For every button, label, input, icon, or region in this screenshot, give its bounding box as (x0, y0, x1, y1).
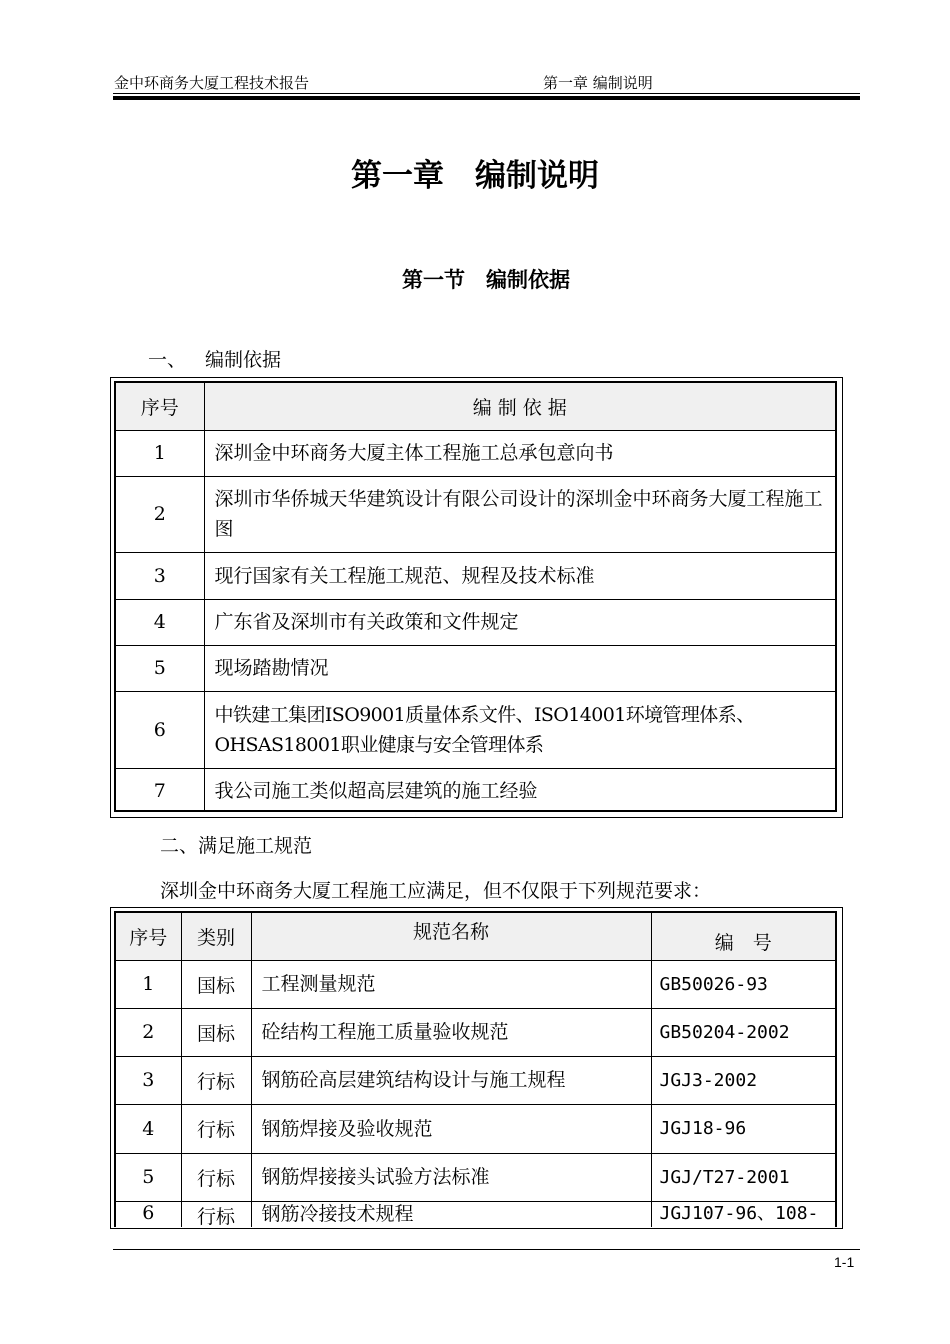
standards-table (114, 911, 837, 1227)
row-code: GB50204-2002 (651, 1008, 835, 1056)
chapter-title: 第一章 编制说明 (351, 158, 599, 194)
table-row (116, 1201, 835, 1227)
row-name: 工程测量规范 (251, 960, 651, 1008)
row-name: 砼结构工程施工质量验收规范 (251, 1008, 651, 1056)
col-header-no: 序号 (116, 913, 181, 960)
table-row (116, 1104, 835, 1153)
footer-rule (113, 1249, 860, 1250)
part1-heading (148, 345, 281, 372)
row-no: 5 (116, 1153, 181, 1201)
page-number: 1-1 (834, 1254, 855, 1270)
row-type: 行标 (181, 1201, 251, 1227)
row-name: 钢筋砼高层建筑结构设计与施工规程 (251, 1056, 651, 1104)
part2-intro: 深圳金中环商务大厦工程施工应满足，但不仅限于下列规范要求： (160, 880, 712, 902)
row-no: 1 (116, 960, 181, 1008)
row-no: 7 (116, 768, 204, 812)
row-type: 行标 (181, 1153, 251, 1201)
row-code: JGJ3-2002 (651, 1056, 835, 1104)
row-no: 4 (116, 599, 204, 645)
row-name: 钢筋焊接及验收规范 (251, 1104, 651, 1153)
table-row (116, 552, 835, 599)
row-no: 3 (116, 552, 204, 599)
row-text: 现场踏勘情况 (204, 645, 835, 691)
row-code: GB50026-93 (651, 960, 835, 1008)
header-rule (113, 93, 860, 94)
row-text: 深圳市华侨城天华建筑设计有限公司设计的深圳金中环商务大厦工程施工图 (204, 476, 835, 552)
col-header-code: 编 号 (651, 913, 835, 960)
row-no: 4 (116, 1104, 181, 1153)
table-row (116, 960, 835, 1008)
basis-table (114, 381, 837, 812)
header-chapter-ref: 第一章 编制说明 (543, 74, 653, 92)
row-no: 3 (116, 1056, 181, 1104)
row-text: 我公司施工类似超高层建筑的施工经验 (204, 768, 835, 812)
col-header-basis: 编 制 依 据 (204, 383, 835, 430)
table-header-row (116, 913, 835, 960)
row-no: 2 (116, 1008, 181, 1056)
header-doc-title: 金中环商务大厦工程技术报告 (114, 74, 310, 92)
row-no: 6 (116, 1201, 181, 1227)
row-code: JGJ107-96、108- (651, 1201, 835, 1227)
part2-heading: 二、满足施工规范 (160, 835, 313, 857)
part1-number: 一、 (148, 349, 187, 371)
row-text: 广东省及深圳市有关政策和文件规定 (204, 599, 835, 645)
table-row (116, 599, 835, 645)
row-text: 现行国家有关工程施工规范、规程及技术标准 (204, 552, 835, 599)
row-code: JGJ/T27-2001 (651, 1153, 835, 1201)
table-row (116, 691, 835, 768)
row-type: 行标 (181, 1056, 251, 1104)
row-text: 深圳金中环商务大厦主体工程施工总承包意向书 (204, 430, 835, 476)
col-header-no: 序号 (116, 383, 204, 430)
part1-title: 编制依据 (205, 349, 282, 371)
table-row (116, 1056, 835, 1104)
row-name: 钢筋焊接接头试验方法标准 (251, 1153, 651, 1201)
col-header-type: 类别 (181, 913, 251, 960)
row-no: 5 (116, 645, 204, 691)
table-row (116, 768, 835, 812)
table-header-row (116, 383, 835, 430)
table-row (116, 1008, 835, 1056)
row-no: 2 (116, 476, 204, 552)
table-row (116, 476, 835, 552)
table-row (116, 430, 835, 476)
row-type: 国标 (181, 1008, 251, 1056)
header-rule-thick (113, 96, 860, 100)
table-row (116, 1153, 835, 1201)
row-type: 国标 (181, 960, 251, 1008)
row-name: 钢筋冷接技术规程 (251, 1201, 651, 1227)
row-no: 6 (116, 691, 204, 768)
row-code: JGJ18-96 (651, 1104, 835, 1153)
col-header-name: 规范名称 (251, 913, 651, 960)
section-title: 第一节 编制依据 (402, 268, 570, 292)
table-row (116, 645, 835, 691)
row-type: 行标 (181, 1104, 251, 1153)
row-no: 1 (116, 430, 204, 476)
row-text: 中铁建工集团ISO9001质量体系文件、ISO14001环境管理体系、OHSAS18001职业健康与安全管理体系 (204, 691, 835, 768)
